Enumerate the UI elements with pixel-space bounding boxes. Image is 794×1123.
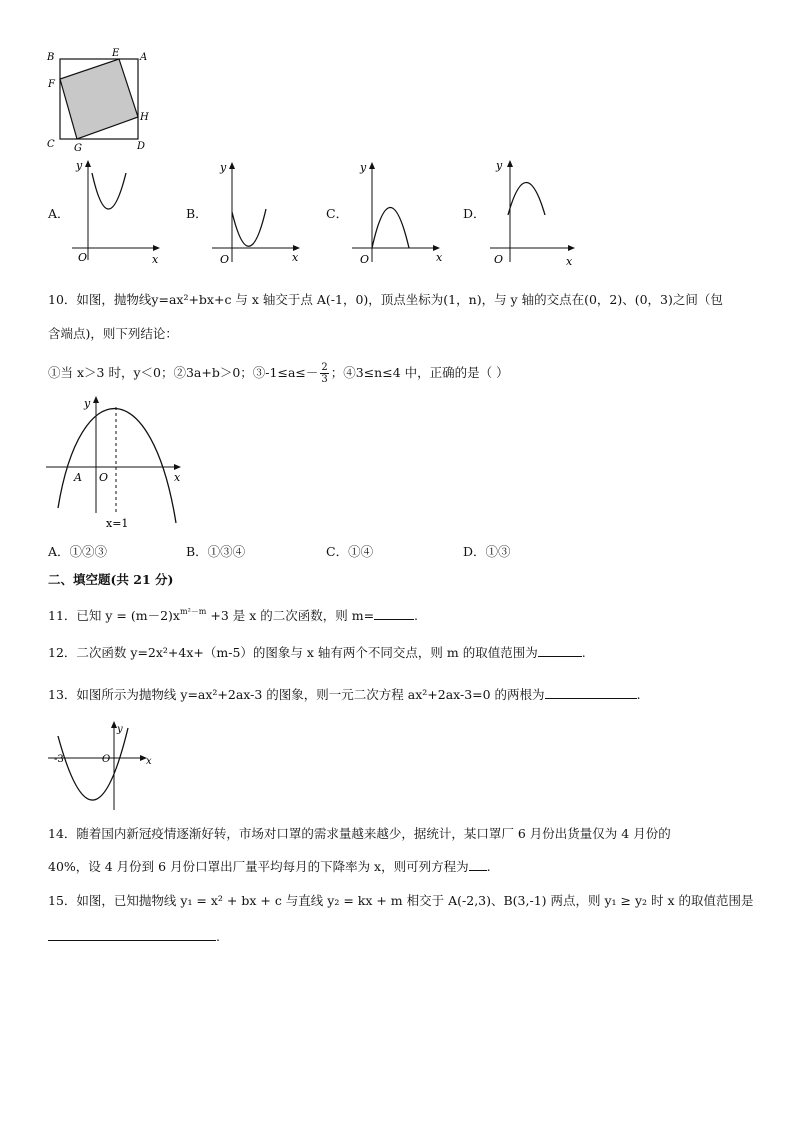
origin-label: O <box>99 471 109 484</box>
q12-text: 12．二次函数 y=2x²+4x+（m-5）的图象与 x 轴有两个不同交点，则 m 的取值范围为 <box>48 645 538 660</box>
q10-line1: 10．如图，抛物线y=ax²+bx+c 与 x 轴交于点 A(-1，0)，顶点坐标为(1，n)，与 y 轴的交点在(0，2)、(0，3)之间（包 <box>48 292 723 307</box>
axis-of-symmetry-label: x=1 <box>106 517 129 530</box>
section-heading: 二、填空题(共 21 分) <box>48 572 174 587</box>
label-f: F <box>48 79 55 90</box>
q10-option-a: A．①②③ <box>48 544 108 559</box>
q10-parabola-figure <box>40 393 200 533</box>
q13 <box>48 686 641 703</box>
q11-exponent: m²－m <box>179 607 207 616</box>
x-label: x <box>566 255 573 267</box>
q10-line2: 含端点)，则下列结论： <box>48 326 178 341</box>
option-c-letter: C． <box>326 206 349 221</box>
x-label: x <box>146 756 152 767</box>
inner-square <box>60 59 138 139</box>
origin-label: O <box>78 251 88 264</box>
y-label: y <box>76 159 83 172</box>
q12-end: . <box>581 645 586 660</box>
y-label: y <box>117 724 123 735</box>
q10-cond-b: ；④3≤n≤4 中，正确的是（ ） <box>330 365 509 380</box>
q15-end: . <box>216 929 220 944</box>
y-label: y <box>84 397 91 410</box>
label-h: H <box>140 112 149 123</box>
x-label: x <box>292 251 299 264</box>
q10-frac-den: 3 <box>321 374 328 385</box>
square-figure <box>40 45 160 155</box>
q10-cond-a: ①当 x＞3 时，y＜0；②3a+b＞0；③-1≤a≤－ <box>48 365 319 380</box>
graph-option-c <box>340 157 450 267</box>
q10-option-b: B．①③④ <box>186 544 246 559</box>
graph-option-d <box>478 155 588 267</box>
y-label: y <box>220 161 227 174</box>
x-label: x <box>174 471 181 484</box>
neg3-label: -3 <box>54 754 64 765</box>
label-g: G <box>74 143 82 154</box>
q11-post: +3 是 x 的二次函数，则 m= <box>206 608 375 623</box>
q13-parabola-figure <box>44 718 164 814</box>
option-b-letter: B． <box>186 206 208 221</box>
q12-blank[interactable] <box>538 644 582 657</box>
x-label: x <box>436 251 443 264</box>
q14-line2 <box>48 858 491 875</box>
label-d: D <box>137 141 146 152</box>
q14-end: . <box>486 859 491 874</box>
q13-blank[interactable] <box>545 686 637 699</box>
q10-option-d: D．①③ <box>463 544 511 559</box>
q15-blank[interactable] <box>48 928 216 941</box>
q10-option-c: C．①④ <box>326 544 374 559</box>
q15-line1: 15．如图，已知抛物线 y₁ = x² + bx + c 与直线 y₂ = kx + m 相交于 A(-2,3)、B(3,-1) 两点，则 y₁ ≥ y₂ 时 x 的取值范围是 <box>48 893 754 908</box>
x-label: x <box>152 253 159 265</box>
q15-line2 <box>48 928 220 945</box>
q11-pre: 11．已知 y = (m－2)x <box>48 608 180 623</box>
label-e: E <box>112 48 120 59</box>
q12 <box>48 644 586 661</box>
label-b: B <box>47 52 55 63</box>
graph-option-b <box>200 157 310 267</box>
option-a-letter: A． <box>48 206 70 221</box>
q10-frac-num: 2 <box>321 362 328 373</box>
y-label: y <box>360 161 367 174</box>
origin-label: O <box>220 253 230 266</box>
origin-label: O <box>102 754 111 765</box>
q11-blank[interactable] <box>374 607 414 620</box>
label-a: A <box>140 52 148 63</box>
label-c: C <box>47 139 55 150</box>
q14-text: 40%，设 4 月份到 6 月份口罩出厂量平均每月的下降率为 x，则可列方程为 <box>48 859 469 874</box>
origin-label: O <box>360 253 370 266</box>
q11 <box>48 604 418 624</box>
point-a-label: A <box>74 471 82 484</box>
q11-end: . <box>414 608 419 623</box>
q14-blank[interactable] <box>469 858 487 871</box>
y-label: y <box>496 159 503 172</box>
q14-line1: 14．随着国内新冠疫情逐渐好转，市场对口罩的需求量越来越少，据统计，某口罩厂 6 月份出货量仅为 4 月份的 <box>48 826 671 841</box>
q13-text: 13．如图所示为抛物线 y=ax²+2ax-3 的图象，则一元二次方程 ax²+2ax-3=0 的两根为 <box>48 687 545 702</box>
graph-option-a <box>60 155 170 265</box>
q10-fraction <box>320 362 328 385</box>
q10-conditions <box>48 362 509 385</box>
origin-label: O <box>494 253 504 266</box>
option-d-letter: D． <box>463 206 486 221</box>
q13-end: . <box>636 687 641 702</box>
